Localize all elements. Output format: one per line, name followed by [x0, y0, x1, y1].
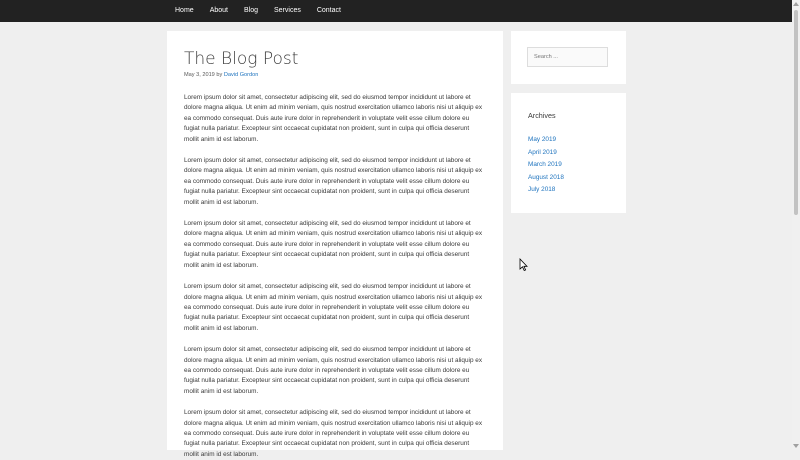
archives-widget [511, 93, 626, 213]
post-title: The Blog Post [184, 49, 299, 69]
post-paragraph: Lorem ipsum dolor sit amet, consectetur adipiscing elit, sed do eiusmod tempor incididunt ut labore et dolore magna aliqua. Ut enim ad minim veniam, quis nostrud exercitation ullamco laboris nisi ut aliquip ex ea commodo consequat. Duis aute irure dolor in reprehenderit in voluptate velit esse cillum dolore eu fugiat nulla pariatur. Excepteur sint occaecat cupidatat non proident, sunt in culpa qui officia deserunt mollit anim id est laborum. [184, 220, 483, 269]
post-paragraph: Lorem ipsum dolor sit amet, consectetur adipiscing elit, sed do eiusmod tempor incididunt ut labore et dolore magna aliqua. Ut enim ad minim veniam, quis nostrud exercitation ullamco laboris nisi ut aliquip ex ea commodo consequat. Duis aute irure dolor in reprehenderit in voluptate velit esse cillum dolore eu fugiat nulla pariatur. Excepteur sint occaecat cupidatat non proident, sunt in culpa qui officia deserunt mollit anim id est laborum. [184, 157, 483, 206]
post-date[interactable]: May 3, 2019 [184, 72, 215, 78]
nav-item-about[interactable]: About [209, 7, 228, 14]
post-by: by [216, 72, 223, 78]
archives-list [528, 134, 564, 197]
scroll-up-arrow-icon[interactable] [793, 2, 799, 6]
archive-link-august-2018[interactable]: August 2018 [528, 173, 564, 181]
nav-item-contact[interactable]: Contact [316, 7, 341, 14]
search-widget [511, 31, 626, 84]
mouse-cursor-icon [519, 259, 529, 271]
nav-item-home[interactable]: Home [175, 7, 194, 14]
nav-item-services[interactable]: Services [274, 7, 301, 14]
archive-link-july-2018[interactable]: July 2018 [528, 186, 556, 193]
search-input[interactable] [527, 47, 608, 67]
scroll-thumb[interactable] [794, 10, 798, 215]
scroll-down-arrow-icon[interactable] [793, 444, 799, 448]
page-scrollbar[interactable] [792, 0, 800, 450]
post-paragraph: Lorem ipsum dolor sit amet, consectetur adipiscing elit, sed do eiusmod tempor incididunt ut labore et dolore magna aliqua. Ut enim ad minim veniam, quis nostrud exercitation ullamco laboris nisi ut aliquip ex ea commodo consequat. Duis aute irure dolor in reprehenderit in voluptate velit esse cillum dolore eu fugiat nulla pariatur. Excepteur sint occaecat cupidatat non proident, sunt in culpa qui officia deserunt mollit anim id est laborum. [184, 94, 483, 143]
archive-link-march-2019[interactable]: March 2019 [528, 161, 562, 168]
post-paragraph: Lorem ipsum dolor sit amet, consectetur adipiscing elit, sed do eiusmod tempor incididunt ut labore et dolore magna aliqua. Ut enim ad minim veniam, quis nostrud exercitation ullamco laboris nisi ut aliquip ex ea commodo consequat. Duis aute irure dolor in reprehenderit in voluptate velit esse cillum dolore eu fugiat nulla pariatur. Excepteur sint occaecat cupidatat non proident, sunt in culpa qui officia deserunt mollit anim id est laborum. [184, 346, 483, 395]
main-content [167, 31, 503, 458]
post-body [184, 93, 485, 460]
post-paragraph: Lorem ipsum dolor sit amet, consectetur adipiscing elit, sed do eiusmod tempor incididunt ut labore et dolore magna aliqua. Ut enim ad minim veniam, quis nostrud exercitation ullamco laboris nisi ut aliquip ex ea commodo consequat. Duis aute irure dolor in reprehenderit in voluptate velit esse cillum dolore eu fugiat nulla pariatur. Excepteur sint occaecat cupidatat non proident, sunt in culpa qui officia deserunt mollit anim id est laborum. [184, 409, 483, 458]
archives-title: Archives [528, 111, 556, 120]
archive-link-april-2019[interactable]: April 2019 [528, 148, 557, 156]
archive-link-may-2019[interactable]: May 2019 [528, 136, 557, 143]
nav-menu [167, 0, 349, 22]
top-navigation [0, 0, 792, 22]
blog-post [167, 31, 503, 460]
post-paragraph: Lorem ipsum dolor sit amet, consectetur adipiscing elit, sed do eiusmod tempor incididunt ut labore et dolore magna aliqua. Ut enim ad minim veniam, quis nostrud exercitation ullamco laboris nisi ut aliquip ex ea commodo consequat. Duis aute irure dolor in reprehenderit in voluptate velit esse cillum dolore eu fugiat nulla pariatur. Excepteur sint occaecat cupidatat non proident, sunt in culpa qui officia deserunt mollit anim id est laborum. [184, 283, 483, 332]
post-meta [184, 72, 485, 78]
post-author-link[interactable]: David Gordon [223, 72, 259, 78]
nav-item-blog[interactable]: Blog [243, 7, 258, 14]
